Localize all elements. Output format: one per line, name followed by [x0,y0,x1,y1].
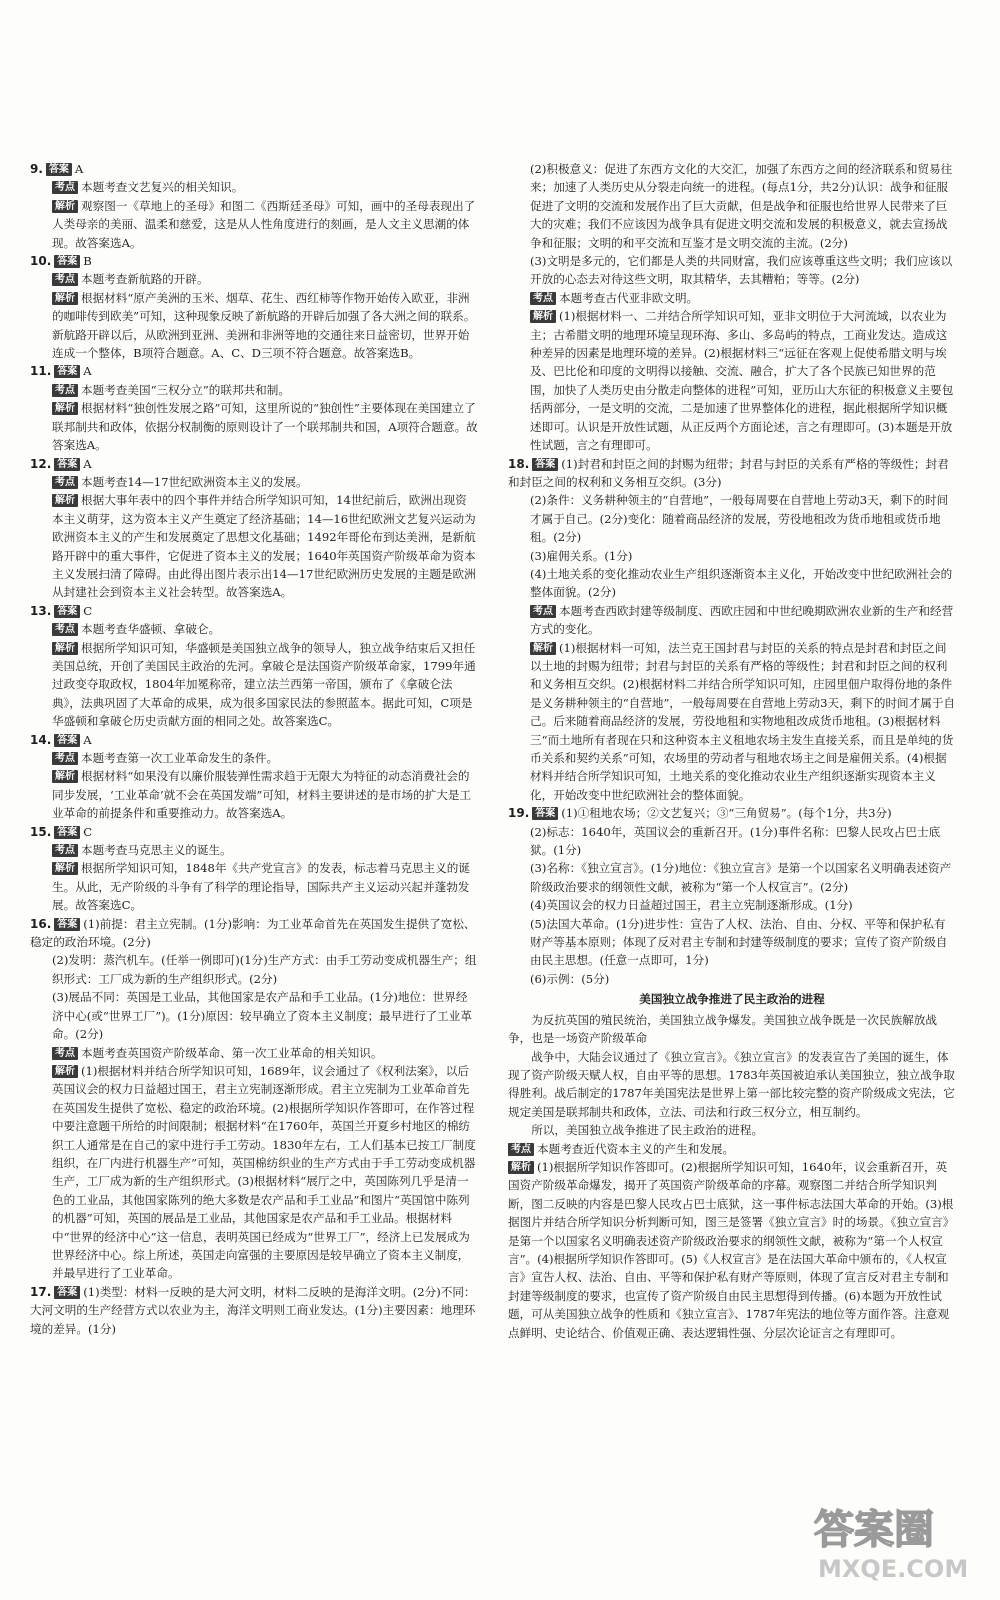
label-badge: 解析 [52,200,78,213]
question-item [30,602,478,731]
answer-line [30,473,478,491]
question-item [30,731,478,823]
label-badge: 解析 [52,862,78,875]
answer-line [508,455,956,492]
label-badge: 答案 [54,255,80,268]
answer-line [30,767,478,822]
answer-line [30,197,478,252]
label-badge: 解析 [52,402,78,415]
answer-text: (1)前提：君主立宪制。(1分)影响：为工业革命首先在英国发生提供了宽松、稳定的政治环境。(2分) [30,916,476,950]
answer-line [508,307,956,454]
answer-text: (5)法国大革命。(1分)进步性：宣告了人权、法治、自由、分权、平等和保护私有财产等基本原则；体现了反对君主专制和封建等级制度的要求；宣传了资产阶级自由民主思想。(任意一点即可，1分) [530,916,948,968]
question-item [508,804,956,988]
question-number: 17. [30,1284,52,1299]
answer-line [30,915,478,952]
answer-text: 本题考查英国资产阶级革命、第一次工业革命的相关知识。 [81,1045,383,1060]
answer-line [30,160,478,178]
answer-text: (1)①租地农场；②文艺复兴；③“三角贸易”。(每个1分，共3分) [561,806,892,821]
label-badge: 答案 [46,163,72,176]
label-badge: 考点 [530,292,556,305]
label-badge: 解析 [52,292,78,305]
question-number: 10. [30,254,52,269]
label-badge: 解析 [52,770,78,783]
answer-text: 本题考查14—17世纪欧洲资本主义的发展。 [81,474,308,489]
answer-text: (1)根据材料一可知，法兰克王国封君与封臣的关系的特点是封君和封臣之间以土地的封赐为纽带；封君与封臣的关系有严格的等级性；封君和封臣之间的权利和义务相互交织。(2)根据材料二并结合所学知识可知，庄园里佃户取得份地的条件是义务耕种领主的“自营地”，一般每周要在自营地上劳动3天，剩下的时间才属于自己。后来随着商品经济的发展，劳役地租和实物地租改成货币地租。(3)根据材料三“而土地所有者现在只和这种资本主义租地农场主发生直接关系，而且是单纯的货币关系和契约关系”可知，农场里的劳动者与租地农场主之间是雇佣关系。(4)根据材料并结合所学知识可知，土地关系的变化推动农业生产组织逐渐实现资本主义化，开始改变中世纪欧洲社会的整体面貌。 [530,640,956,802]
answer-column-left [30,160,478,1338]
watermark-chinese: 答案圈 [814,1507,934,1553]
question-item [30,362,478,454]
question-number: 18. [508,456,530,471]
answer-text: (2)标志：1640年，英国议会的重新召开。(1分)事件名称：巴黎人民攻占巴士底狱。(1分) [530,824,941,858]
answer-line [30,731,478,749]
answer-line [508,547,956,565]
question-number: 19. [508,806,530,821]
answer-line [508,639,956,805]
question-number: 13. [30,603,52,618]
label-badge: 答案 [54,918,80,931]
label-badge: 答案 [54,605,80,618]
label-badge: 解析 [52,1065,78,1078]
answer-text: 本题考查马克思主义的诞生。 [81,843,232,858]
answer-line [30,399,478,454]
answer-line [30,988,478,1043]
answer-line [508,859,956,896]
label-badge: 答案 [54,365,80,378]
answer-line [30,1044,478,1062]
answer-line [508,970,956,988]
label-badge: 考点 [52,752,78,765]
answer-text: A [83,456,92,471]
watermark-logo [810,1495,980,1585]
answer-text: 根据所学知识可知，1848年《共产党宣言》的发表，标志着马克思主义的诞生。从此，无产阶级的斗争有了科学的理论指导，国际共产主义运动兴起并蓬勃发展。故答案选C。 [52,861,470,913]
answer-line [30,270,478,288]
answer-text: (4)土地关系的变化推动农业生产组织逐渐资本主义化，开始改变中世纪欧洲社会的整体面貌。(2分) [530,566,953,600]
watermark-url: MXQE.COM [818,1555,969,1583]
label-badge: 答案 [54,458,80,471]
answer-line [30,1283,478,1338]
answer-line [30,455,478,473]
label-badge: 考点 [508,1143,534,1156]
answer-line [30,823,478,841]
answer-line [508,1140,956,1158]
answer-text: C [83,603,93,618]
answer-text: 本题考查第一次工业革命发生的条件。 [81,751,279,765]
answer-text: (2)积极意义：促进了东西方文化的大交汇，加强了东西方之间的经济联系和贸易往来；加速了人类历史从分裂走向统一的进程。(每点1分，共2分)认识：战争和征服促进了文明的交流和发展作出了巨大贡献，但是战争和征服也给世界人民带来了巨大的灾难；我们不应该因为战争具有促进文明交流和发展的积极意义，就去宣扬战争和征服；文明的和平交流和互鉴才是文明交流的主流。(2分) [530,162,953,250]
answer-line [30,859,478,914]
answer-line [30,1062,478,1283]
answer-line [30,362,478,380]
essay-paragraph: 所以，美国独立战争推进了民主政治的进程。 [531,1123,764,1138]
label-badge: 解析 [508,1161,534,1174]
answer-text: 本题考查西欧封建等级制度、西欧庄园和中世纪晚期欧洲农业新的生产和经营方式的变化。 [530,603,954,637]
label-badge: 考点 [52,384,78,397]
answer-line [508,1158,956,1342]
answer-text: (6)示例：(5分) [530,971,610,986]
answer-text: (2)发明：蒸汽机车。(任举一例即可)(1分)生产方式：由手工劳动变成机器生产；组织形式：工厂成为新的生产组织形式。(2分) [52,953,477,986]
answer-text: (1)封君和封臣之间的封赐为纽带；封君与封臣的关系有严格的等级性；封君和封臣之间的权利和义务相互交织。(3分) [508,456,949,489]
question-number: 14. [30,732,52,747]
answer-text: (1)类型：材料一反映的是大河文明，材料二反映的是海洋文明。(2分)不同：大河文明的生产经营方式以农业为主，海洋文明则工商业发达。(1分)主要因素：地理环境的差异。(1分) [30,1284,476,1336]
answer-line [30,491,478,601]
question-number: 9. [30,162,43,176]
label-badge: 答案 [532,807,558,820]
question-item [30,455,478,602]
label-badge: 解析 [52,494,78,507]
question-number: 15. [30,824,52,839]
question-number: 12. [30,456,52,471]
answer-text: 本题考查华盛顿、拿破仑。 [81,622,221,637]
question-item [30,915,478,1283]
answer-line [30,381,478,399]
answer-text: A [83,364,92,379]
answer-text: (2)条件：义务耕种领主的“自营地”，一般每周要在自营地上劳动3天，剩下的时间才属于自己。(2分)变化：随着商品经济的发展，劳役地租改为货币地租或货币地租。(2分) [530,493,949,545]
question-item [30,1283,478,1338]
answer-text: 根据大事年表中的四个事件并结合所学知识可知，14世纪前后，欧洲出现资本主义萌芽，这为资本主义产生奠定了经济基础；14—16世纪欧洲文艺复兴运动为欧洲资本主义的产生和发展奠定了思想文化基础；1492年哥伦布到达美洲，是新航路开辟中的重大事件，它促进了资本主义的发展；1640年英国资产阶级革命为资本主义发展扫清了障碍。由此得出图片表示出14—17世纪欧洲历史发展的主题是欧洲从封建社会到资本主义社会转型。故答案选A。 [52,493,476,600]
answer-line [30,252,478,270]
answer-line [30,841,478,859]
answer-text: (3)展品不同：英国是工业品，其他国家是农产品和手工业品。(1分)地位：世界经济中心(或“世界工厂”)。(1分)原因：较早确立了资本主义制度；最早进行了工业革命。(2分) [52,990,472,1042]
question-item [30,252,478,362]
answer-text: A [83,732,92,747]
answer-text: 根据所学知识可知，华盛顿是美国独立战争的领导人，独立战争结束后又担任美国总统，开创了美国民主政治的先河。拿破仑是法国资产阶级革命家，1799年通过政变夺取政权，1804年加冕称帝，建立法兰西第一帝国，颁布了《拿破仑法典》，法典巩固了大革命的成果，成为很多国家民法的参照蓝本。据此可知，C项是华盛顿和拿破仑历史贡献方面的相同之处。故答案选C。 [52,640,476,729]
label-badge: 解析 [530,310,556,323]
answer-text: (1)根据所学知识作答即可。(2)根据所学知识可知，1640年，议会重新召开，英国资产阶级革命爆发，揭开了英国资产阶级革命的序幕。观察图二并结合所学知识判断，图二反映的内容是巴黎人民攻占巴士底狱，这一事件标志法国大革命的开始。(3)根据图片并结合所学知识分析判断可知，图三是签署《独立宣言》时的场景。《独立宣言》是第一个以国家名义明确表述资产阶级政治要求的纲领性文献，被称为“第一个人权宣言”。(4)根据所学知识作答即可。(5)《人权宣言》是在法国大革命中颁布的，《人权宣言》宣告人权、法治、自由、平等和保护私有财产等原则，体现了宣言反对君主专制和封建等级制度的要求，也宣传了资产阶级自由民主思想得到传播。(6)本题为开放性试题，可从美国独立战争的性质和《独立宣言》、1787年宪法的地位等方面作答。注意观点鲜明、史论结合、价值观正确、表达逻辑性强、分层次论证言之有理即可。 [508,1159,955,1340]
answer-text: (1)根据材料一、二并结合所学知识可知，亚非文明位于大河流域，以农业为主；古希腊文明的地理环境呈现环海、多山、多岛屿的特点，工商业发达。造成这种差异的因素是地理环境的差异。(2)根据材料三“远征在客观上促使希腊文明与埃及、巴比伦和印度的文明得以接触、交流、融合，扩大了各个民族已知世界的范围，加快了人类历史由分散走向整体的进程”可知，亚历山大东征的积极意义主要包括两部分，一是文明的交流，二是加速了世界整体化的进程，据此根据所学知识概述即可。认识是开放性试题，从正反两个方面论述，言之有理即可。(3)本题是开放性试题，言之有理即可。 [530,309,954,453]
answer-text: (3)雇佣关系。(1分) [530,548,633,563]
label-badge: 考点 [52,181,78,194]
answer-text: 本题考查古代亚非欧文明。 [559,290,699,305]
answer-line [30,951,478,988]
answer-text: (3)名称：《独立宣言》。(1分)地位：《独立宣言》是第一个以国家名义明确表述资产阶级政治要求的纲领性文献，被称为“第一个人权宣言”。(2分) [530,861,952,894]
answer-line [508,289,956,307]
question-number: 16. [30,916,52,931]
answer-text: 根据材料“原产美洲的玉米、烟草、花生、西红柿等作物开始传入欧亚，非洲的咖啡传到欧美”可知，这种现象反映了新航路的开辟后加强了各大洲之间的联系。新航路开辟以后，从欧洲到亚洲、美洲和非洲等地的交通往来日益密切，世界开始连成一个整体，B项符合题意。A、C、D三项不符合题意。故答案选B。 [52,290,476,361]
question-item [508,455,956,805]
answer-line [508,491,956,546]
answer-line [508,915,956,970]
essay-paragraph: 为反抗英国的殖民统治，美国独立战争爆发。美国独立战争既是一次民族解放战争，也是一场资产阶级革命 [508,1012,937,1046]
answer-line [508,896,956,914]
label-badge: 考点 [530,605,556,618]
answer-line [30,178,478,196]
label-badge: 解析 [530,642,556,655]
essay-paragraph: 战争中，大陆会议通过了《独立宣言》。《独立宣言》的发表宣告了美国的诞生，体现了资产阶级天赋人权，自由平等的思想。1783年英国被迫承认美国独立，独立战争取得胜利。战后制定的1787年美国宪法是世界上第一部比较完整的资产阶级成文宪法，它规定美国是联邦制共和政体，立法、司法和行政三权分立，相互制约。 [508,1049,955,1119]
answer-column-right [508,160,956,1342]
answer-text: B [83,254,92,269]
answer-text: 根据材料“独创性发展之路”可知，这里所说的“独创性”主要体现在美国建立了联邦制共和政体，依据分权制衡的原则设计了一个联邦制共和国，A项符合题意。故答案选A。 [52,401,478,453]
answer-text: 本题考查文艺复兴的相关知识。 [81,180,244,195]
question-item [30,823,478,915]
answer-text: (1)根据材料并结合所学知识可知，1689年，议会通过了《权利法案》，以后英国议会的权力日益超过国王，君主立宪制逐渐形成。君主立宪制为工业革命首先在英国发生提供了宽松、稳定的政治环境。(2)根据所学知识作答即可，在作答过程中要注意题干所给的时间限制；根据材料“在1760年，英国兰开夏乡村地区的棉纺织工人通常是在自己的家中进行手工劳动。1830年左右，工人们基本已按工厂制度组织，在厂内进行机器生产”可知，英国棉纺织业的生产方式由于手工劳动变成机器生产，工厂成为新的生产组织形式。(3)根据材料“展厅之中，英国陈列几乎是清一色的工业品，其他国家陈列的绝大多数是农产品和手工业品”和图片“英国馆中陈列的机器”可知，英国的展品是工业品，其他国家是农产品和手工业品。根据材料中“世界的经济中心”这一信息，表明英国已经成为“世界工厂”，经济上已发展成为世界经济中心。综上所述，英国走向富强的主要原因是较早确立了资本主义制度，并最早进行了工业革命。 [52,1063,476,1281]
answer-text: 观察图一《草地上的圣母》和图二《西斯廷圣母》可知，画中的圣母表现出了人类母亲的美丽、温柔和慈爱，这是从人性角度进行的刻画，是人文主义思潮的体现。故答案选A。 [52,198,476,250]
label-badge: 考点 [52,844,78,857]
answer-line [30,639,478,731]
label-badge: 考点 [52,273,78,286]
answer-line [508,160,956,252]
label-badge: 考点 [52,623,78,636]
answer-line [508,823,956,860]
answer-text: 本题考查美国“三权分立”的联邦共和制。 [81,382,290,397]
label-badge: 答案 [54,734,80,747]
label-badge: 答案 [532,458,558,471]
answer-line [30,749,478,767]
label-badge: 考点 [52,476,78,489]
question-item [508,160,956,455]
answer-line [508,565,956,602]
answer-line [508,804,956,822]
question-number: 11. [30,364,52,379]
answer-line [30,602,478,620]
label-badge: 答案 [54,1286,80,1299]
answer-text: C [83,824,93,839]
answer-text: 本题考查近代资本主义的产生和发展。 [537,1141,735,1156]
answer-text: (4)英国议会的权力日益超过国王，君主立宪制逐渐形成。(1分) [530,898,853,913]
answer-line [30,289,478,363]
answer-line [508,602,956,639]
answer-text: (3)文明是多元的，它们都是人类的共同财富，我们应该尊重这些文明；我们应该以开放的心态去对待这些文明，取其精华，去其糟粕；等等。(2分) [530,254,953,287]
answer-text: 本题考查新航路的开辟。 [81,272,209,287]
question-item [30,160,478,252]
label-badge: 解析 [52,642,78,655]
answer-text: A [74,162,84,176]
label-badge: 答案 [54,826,80,839]
answer-text: 根据材料“如果没有以廉价服装弹性需求趋于无限大为特征的动态消费社会的同步发展，‘工业革命’就不会在英国发端”可知，材料主要讲述的是市场的扩大是工业革命的前提条件和重要推动力。故答案选A。 [52,769,472,821]
answer-line [30,620,478,638]
answer-line [508,252,956,289]
label-badge: 考点 [52,1047,78,1060]
essay-title: 美国独立战争推进了民主政治的进程 [639,992,825,1007]
